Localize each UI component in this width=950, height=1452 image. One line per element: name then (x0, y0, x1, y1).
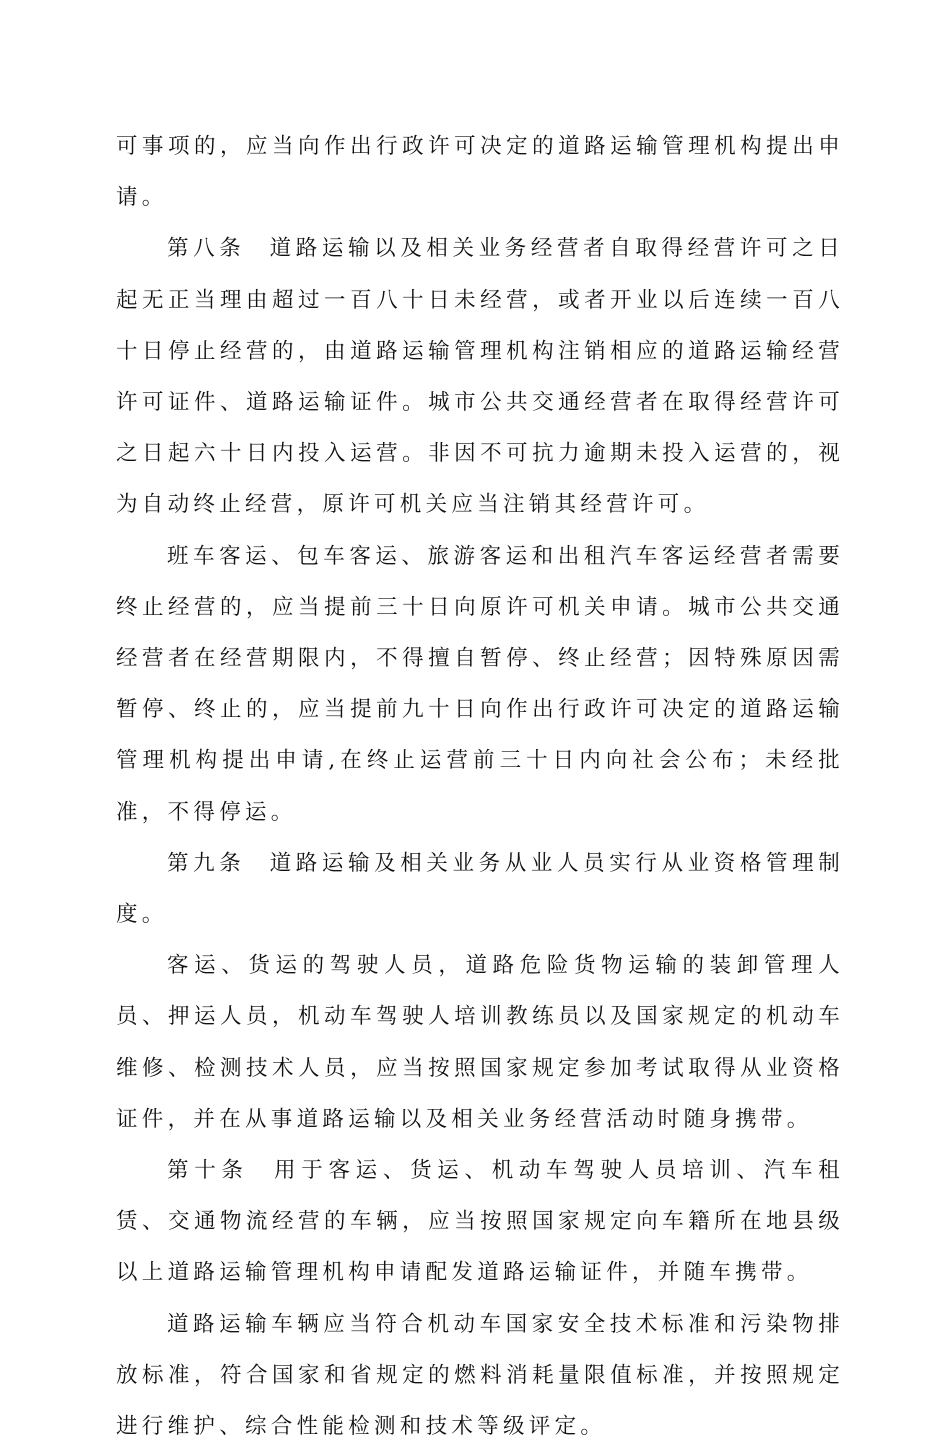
paragraph-text: 客运、货运的驾驶人员，道路危险货物运输的装卸管理人员、押运人员，机动车驾驶人培训教练员以及国家规定的机动车维修、检测技术人员，应当按照国家规定参加考试取得从业资格证件，并在从事道路运输以及相关业务经营活动时随身携带。 (116, 953, 844, 1132)
article-number: 第八条 (167, 236, 246, 262)
paragraph-text: 道路运输及相关业务从业人员实行从业资格管理制度。 (116, 850, 844, 928)
paragraph-text: 用于客运、货运、机动车驾驶人员培训、汽车租赁、交通物流经营的车辆，应当按照国家规定向车籍所在地县级以上道路运输管理机构申请配发道路运输证件，并随车携带。 (116, 1158, 844, 1286)
paragraph-3 (116, 531, 844, 838)
paragraph-text: 可事项的，应当向作出行政许可决定的道路运输管理机构提出申请。 (116, 134, 844, 211)
paragraph-text: 班车客运、包车客运、旅游客运和出租汽车客运经营者需要终止经营的，应当提前三十日向原许可机关申请。城市公共交通经营者在经营期限内，不得擅自暂停、终止经营；因特殊原因需暂停、终止的，应当提前九十日向作出行政许可决定的道路运输管理机构提出申请,在终止运营前三十日内向社会公布；未经批准，不得停运。 (116, 543, 844, 825)
paragraph-article-9 (116, 838, 844, 940)
document-body (116, 121, 844, 1452)
paragraph-article-10 (116, 1145, 844, 1299)
paragraph-7 (116, 1299, 844, 1452)
paragraph-article-8 (116, 223, 844, 530)
paragraph-1 (116, 121, 844, 223)
article-number: 第十条 (167, 1158, 249, 1184)
article-number: 第九条 (167, 850, 246, 876)
paragraph-text: 道路运输以及相关业务经营者自取得经营许可之日起无正当理由超过一百八十日未经营，或者开业以后连续一百八十日停止经营的，由道路运输管理机构注销相应的道路运输经营许可证件、道路运输证件。城市公共交通经营者在取得经营许可之日起六十日内投入运营。非因不可抗力逾期未投入运营的，视为自动终止经营，原许可机关应当注销其经营许可。 (116, 236, 844, 518)
paragraph-5 (116, 940, 844, 1145)
paragraph-text: 道路运输车辆应当符合机动车国家安全技术标准和污染物排放标准，符合国家和省规定的燃料消耗量限值标准，并按照规定进行维护、综合性能检测和技术等级评定。 (116, 1311, 844, 1440)
